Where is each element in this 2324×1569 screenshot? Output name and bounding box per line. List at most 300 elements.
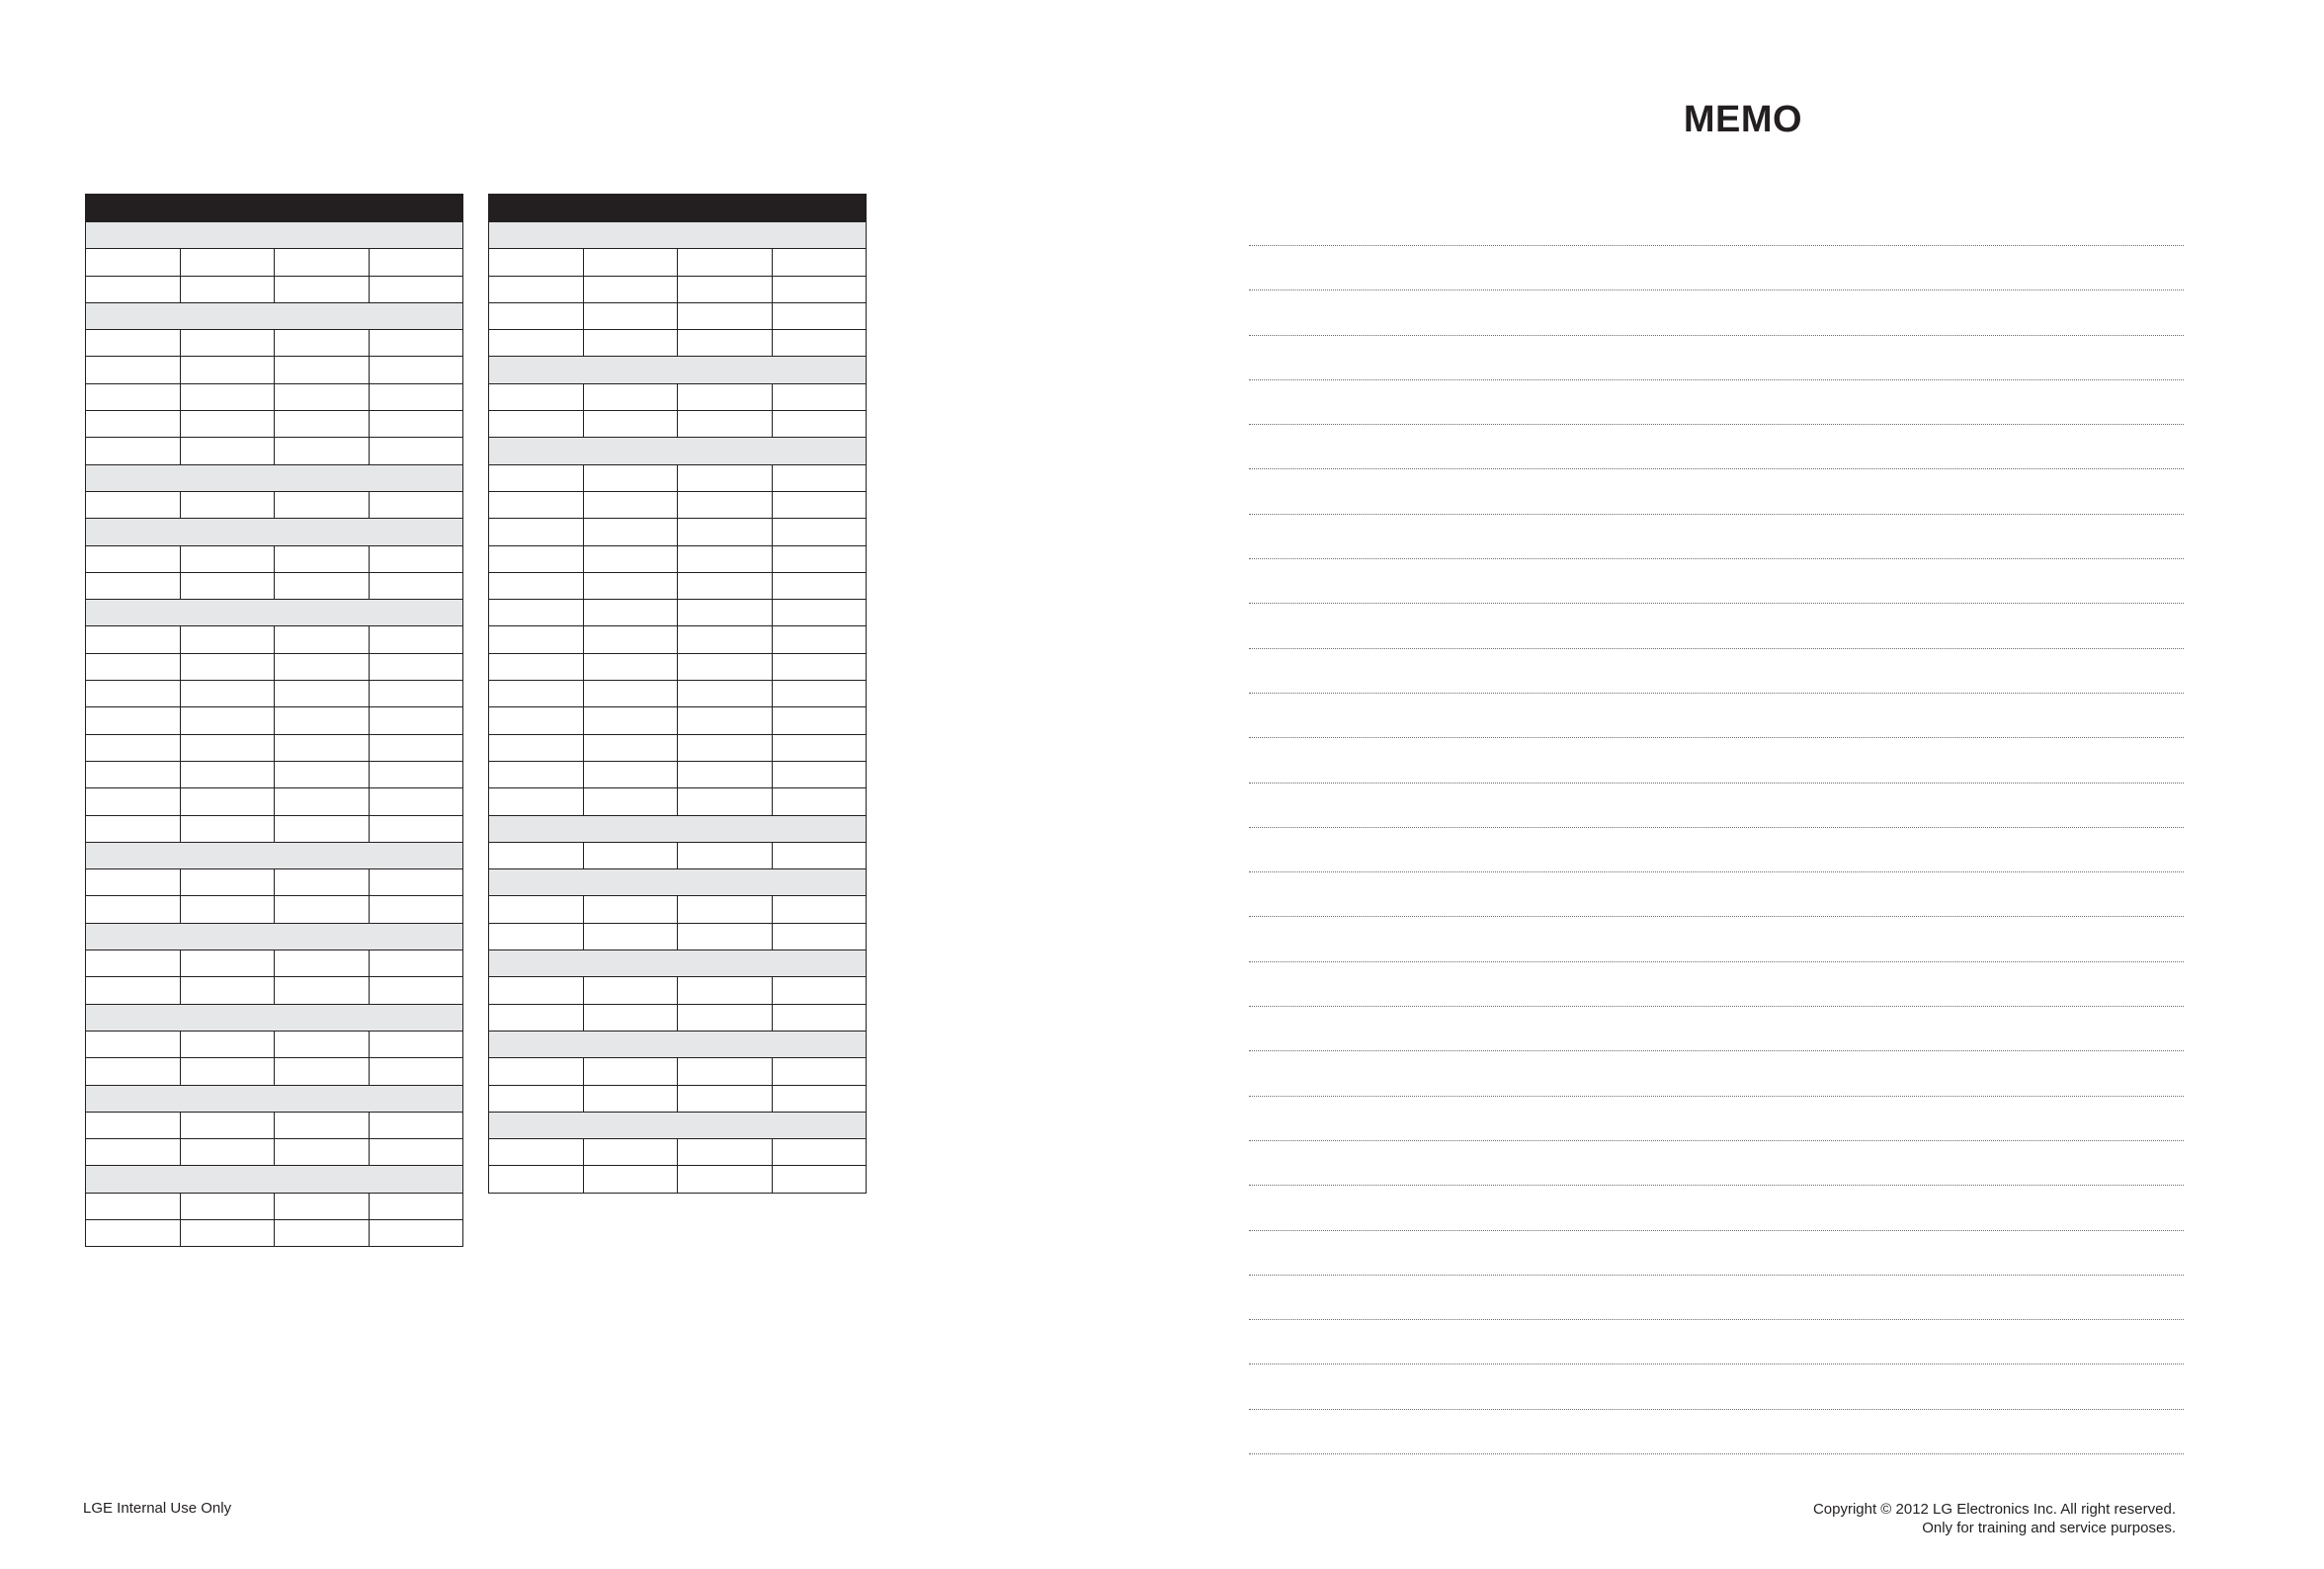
table-cell [180,249,275,276]
table-cell [489,761,584,787]
table-row [489,761,867,787]
section-row [489,357,867,383]
memo-line [1249,424,2184,425]
table-cell [275,249,370,276]
table-cell [678,519,773,545]
table-cell [678,707,773,734]
memo-line [1249,514,2184,515]
header-cell [369,195,463,222]
table-cell [275,330,370,357]
table-cell [583,383,678,410]
memo-line [1249,1050,2184,1051]
table-row [489,788,867,815]
table-cell [489,734,584,761]
section-row [489,438,867,464]
table-cell [489,330,584,357]
table-cell [489,1085,584,1112]
table-cell [489,545,584,572]
table-cell [369,950,463,977]
table-row [489,545,867,572]
table-header-row [86,195,463,222]
table-cell [275,411,370,438]
section-cell [86,842,463,868]
table-cell [369,572,463,599]
section-cell [86,1166,463,1193]
table-cell [489,600,584,626]
table-cell [86,788,181,815]
table-cell [489,1166,584,1193]
memo-line [1249,648,2184,649]
table-cell [369,383,463,410]
table-cell [180,411,275,438]
table-cell [678,545,773,572]
table-cell [489,1058,584,1085]
table-cell [86,1193,181,1219]
table-cell [583,302,678,329]
section-row [86,1166,463,1193]
table-cell [772,491,867,518]
table-cell [86,761,181,787]
table-cell [180,1031,275,1057]
memo-line [1249,737,2184,738]
table-cell [86,1139,181,1166]
table-row [489,600,867,626]
parts-table-right [488,194,867,1194]
table-cell [86,572,181,599]
table-row [86,1139,463,1166]
table-cell [772,1139,867,1166]
table-cell [180,276,275,302]
memo-line [1249,1363,2184,1364]
table-cell [275,869,370,896]
table-cell [369,896,463,923]
section-row [86,464,463,491]
table-cell [772,1058,867,1085]
table-cell [86,681,181,707]
table-cell [369,977,463,1004]
table-cell [583,464,678,491]
table-header-row [489,195,867,222]
table-cell [369,626,463,653]
table-cell [772,761,867,787]
table-cell [583,545,678,572]
section-row [489,815,867,842]
copyright-line: Copyright © 2012 LG Electronics Inc. All right reserved. [1812,1501,2176,1518]
table-cell [489,788,584,815]
table-cell [489,383,584,410]
table-cell [583,842,678,868]
table-cell [583,600,678,626]
table-cell [275,276,370,302]
table-cell [489,572,584,599]
table-row [86,1193,463,1219]
table-cell [583,761,678,787]
table-row [86,950,463,977]
section-cell [489,438,867,464]
table-cell [772,302,867,329]
table-row [86,707,463,734]
table-row [489,464,867,491]
table-cell [275,761,370,787]
table-cell [583,977,678,1004]
table-row [86,977,463,1004]
section-cell [489,815,867,842]
table-row [86,545,463,572]
table-cell [678,1058,773,1085]
table-cell [369,249,463,276]
table-cell [772,545,867,572]
table-row [86,1112,463,1138]
table-cell [369,1058,463,1085]
table-row [86,491,463,518]
table-cell [369,1031,463,1057]
table-cell [772,681,867,707]
table-cell [369,438,463,464]
table-row [489,1166,867,1193]
memo-line [1249,783,2184,784]
table-cell [86,653,181,680]
table-cell [275,1031,370,1057]
table-cell [369,1139,463,1166]
table-cell [772,600,867,626]
table-cell [772,1085,867,1112]
table-row [86,896,463,923]
table-cell [275,491,370,518]
table-cell [86,734,181,761]
table-row [489,842,867,868]
table-cell [275,1219,370,1246]
table-row [489,1139,867,1166]
memo-line [1249,1275,2184,1276]
table-row [86,572,463,599]
table-row [489,276,867,302]
table-cell [369,411,463,438]
table-cell [180,761,275,787]
table-cell [678,761,773,787]
table-cell [678,491,773,518]
memo-line [1249,1140,2184,1141]
table-cell [489,626,584,653]
copyright-footer [1813,1500,2176,1537]
section-cell [489,222,867,249]
table-cell [275,896,370,923]
table-row [489,1085,867,1112]
table-cell [369,869,463,896]
table-cell [772,653,867,680]
section-row [86,1004,463,1031]
memo-line [1249,335,2184,336]
table-cell [180,734,275,761]
table-row [489,383,867,410]
table-cell [275,950,370,977]
table-row [489,734,867,761]
table-cell [275,357,370,383]
header-cell [583,195,678,222]
table-cell [583,1085,678,1112]
table-cell [369,545,463,572]
table-row [86,1031,463,1057]
memo-line [1249,379,2184,380]
memo-line [1249,558,2184,559]
header-cell [489,195,584,222]
table-cell [678,626,773,653]
table-cell [86,383,181,410]
table-cell [772,923,867,950]
table-cell [583,653,678,680]
table-cell [489,249,584,276]
table-row [489,249,867,276]
table-row [86,788,463,815]
table-cell [86,1219,181,1246]
memo-line [1249,289,2184,290]
table-cell [369,276,463,302]
table-cell [180,815,275,842]
table-cell [583,330,678,357]
table-cell [772,249,867,276]
table-cell [86,438,181,464]
table-cell [275,788,370,815]
table-row [489,977,867,1004]
section-cell [489,1112,867,1138]
table-cell [772,977,867,1004]
table-cell [583,707,678,734]
table-cell [772,519,867,545]
table-cell [489,411,584,438]
section-row [489,950,867,977]
memo-line [1249,1409,2184,1410]
table-cell [275,734,370,761]
table-cell [86,977,181,1004]
table-cell [369,681,463,707]
table-cell [772,788,867,815]
header-cell [772,195,867,222]
table-cell [86,1058,181,1085]
table-cell [489,519,584,545]
table-cell [86,896,181,923]
table-cell [583,249,678,276]
memo-line [1249,468,2184,469]
section-cell [489,1031,867,1057]
section-row [489,1031,867,1057]
section-row [489,869,867,896]
table-cell [772,572,867,599]
table-cell [678,276,773,302]
table-cell [180,438,275,464]
table-cell [772,626,867,653]
table-row [489,1058,867,1085]
table-cell [678,249,773,276]
table-cell [489,923,584,950]
memo-line [1249,245,2184,246]
section-row [86,923,463,950]
table-cell [180,1139,275,1166]
table-cell [369,734,463,761]
table-cell [678,302,773,329]
table-cell [678,1166,773,1193]
memo-line [1249,603,2184,604]
table-cell [275,1193,370,1219]
table-cell [678,681,773,707]
table-cell [275,545,370,572]
table-row [86,1058,463,1085]
table-cell [180,1112,275,1138]
table-cell [772,734,867,761]
section-row [489,1112,867,1138]
section-cell [86,1085,463,1112]
table-row [489,681,867,707]
table-cell [369,815,463,842]
table-cell [583,572,678,599]
table-cell [275,572,370,599]
table-cell [369,653,463,680]
table-row [489,896,867,923]
section-row [86,842,463,868]
section-cell [86,519,463,545]
table-cell [583,276,678,302]
service-purpose-line: Only for training and service purposes. [1922,1520,2176,1536]
memo-line [1249,1319,2184,1320]
table-cell [489,1004,584,1031]
section-cell [86,1004,463,1031]
table-cell [583,519,678,545]
table-cell [678,383,773,410]
memo-line [1249,1453,2184,1454]
table-row [86,357,463,383]
table-cell [180,1219,275,1246]
table-cell [772,411,867,438]
memo-line [1249,916,2184,917]
table-cell [86,950,181,977]
table-cell [583,1166,678,1193]
table-cell [489,707,584,734]
table-row [489,411,867,438]
table-cell [772,1166,867,1193]
table-cell [275,383,370,410]
table-cell [86,330,181,357]
table-cell [678,653,773,680]
table-cell [369,1219,463,1246]
table-cell [369,1112,463,1138]
table-cell [583,681,678,707]
table-cell [86,707,181,734]
table-cell [678,734,773,761]
table-cell [583,734,678,761]
table-cell [180,545,275,572]
table-row [489,330,867,357]
table-cell [678,330,773,357]
table-cell [583,896,678,923]
table-cell [86,411,181,438]
table-cell [678,842,773,868]
section-row [86,302,463,329]
table-cell [86,1031,181,1057]
table-cell [275,681,370,707]
table-cell [275,438,370,464]
section-cell [489,357,867,383]
table-row [489,572,867,599]
table-cell [86,357,181,383]
table-cell [678,923,773,950]
table-cell [489,681,584,707]
table-cell [772,1004,867,1031]
table-cell [369,1193,463,1219]
table-cell [489,302,584,329]
memo-line [1249,961,2184,962]
table-cell [489,464,584,491]
table-cell [180,626,275,653]
section-cell [489,869,867,896]
table-cell [678,572,773,599]
table-cell [772,464,867,491]
table-cell [369,330,463,357]
table-cell [678,411,773,438]
table-cell [772,842,867,868]
table-row [86,276,463,302]
section-cell [86,600,463,626]
table-cell [86,815,181,842]
table-cell [275,626,370,653]
memo-line [1249,1230,2184,1231]
table-cell [275,977,370,1004]
table-cell [583,1139,678,1166]
table-cell [489,276,584,302]
table-cell [772,330,867,357]
table-cell [369,491,463,518]
table-cell [678,1004,773,1031]
table-row [489,1004,867,1031]
table-cell [583,1004,678,1031]
table-cell [678,788,773,815]
table-row [489,707,867,734]
table-cell [180,330,275,357]
memo-line [1249,1006,2184,1007]
memo-line [1249,871,2184,872]
header-cell [678,195,773,222]
table-row [86,815,463,842]
section-cell [86,923,463,950]
table-cell [86,626,181,653]
table-cell [180,357,275,383]
right-page [1162,0,2324,1569]
table-cell [86,491,181,518]
table-cell [583,411,678,438]
table-cell [772,707,867,734]
table-cell [275,1139,370,1166]
table-cell [180,681,275,707]
section-cell [86,222,463,249]
memo-title: MEMO [1683,99,1803,140]
table-cell [678,896,773,923]
table-cell [369,357,463,383]
internal-use-footer: LGE Internal Use Only [83,1500,232,1517]
memo-lines [1249,245,2184,1498]
section-row [86,519,463,545]
table-row [489,923,867,950]
table-cell [772,896,867,923]
table-cell [772,383,867,410]
table-row [489,519,867,545]
table-cell [678,1139,773,1166]
table-row [489,491,867,518]
memo-line [1249,1096,2184,1097]
table-cell [369,788,463,815]
table-cell [180,896,275,923]
header-cell [86,195,181,222]
parts-table-left [85,194,463,1247]
table-cell [369,707,463,734]
table-cell [489,896,584,923]
section-row [86,1085,463,1112]
